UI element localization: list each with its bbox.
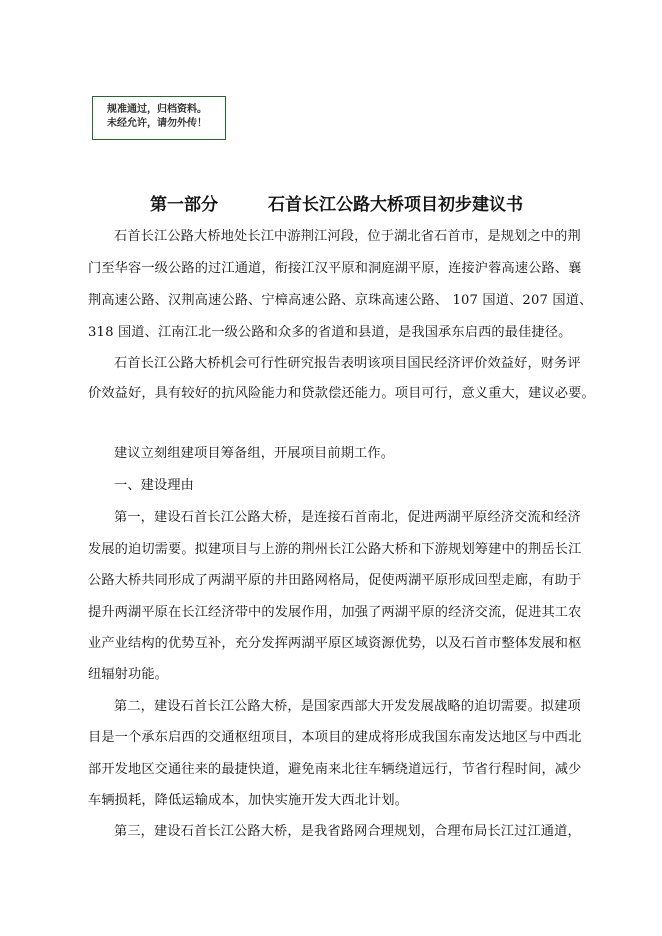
paragraph-line: 石首长江公路大桥机会可行性研究报告表明该项目国民经济评价效益好，财务评 bbox=[114, 356, 581, 371]
paragraph-line: 建议立刻组建项目筹备组，开展项目前期工作。 bbox=[114, 446, 395, 461]
stamp-line-1: 规准通过，归档资料。 bbox=[107, 104, 207, 115]
title-part-label: 第一部分 bbox=[150, 195, 218, 215]
paragraph-line: 第一，建设石首长江公路大桥，是连接石首南北，促进两湖平原经济交流和经济 bbox=[114, 510, 581, 525]
paragraph-line: 纽辐射功能。 bbox=[88, 667, 169, 682]
paragraph-line: 第三，建设石首长江公路大桥，是我省路网合理规划，合理布局长江过江通道， bbox=[114, 824, 581, 839]
document-title bbox=[150, 190, 523, 215]
paragraph-line: 石首长江公路大桥地处长江中游荆江河段，位于湖北省石首市，是规划之中的荆 bbox=[114, 229, 581, 244]
paragraph-line: 车辆损耗，降低运输成本，加快实施开发大西北计划。 bbox=[88, 793, 409, 808]
paragraph-line: 发展的迫切需要。拟建项目与上游的荆州长江公路大桥和下游规划筹建中的荆岳长江 bbox=[88, 542, 582, 557]
paragraph-line: 提升两湖平原在长江经济带中的发展作用，加强了两湖平原的经济交流，促进其工农 bbox=[88, 605, 582, 620]
paragraph-line: 荆高速公路、汉荆高速公路、宁樟高速公路、京珠高速公路、 107 国道、207 国道、 bbox=[88, 293, 593, 308]
stamp-box bbox=[92, 96, 226, 140]
paragraph-line: 第二，建设石首长江公路大桥，是国家西部大开发发展战略的迫切需要。拟建项 bbox=[114, 699, 581, 714]
title-name: 石首长江公路大桥项目初步建议书 bbox=[268, 195, 523, 215]
paragraph-line: 业产业结构的优势互补，充分发挥两湖平原区域资源优势，以及石首市整体发展和枢 bbox=[88, 636, 582, 651]
paragraph-line: 318 国道、江南江北一级公路和众多的省道和县道，是我国承东启西的最佳捷径。 bbox=[88, 325, 572, 340]
paragraph-line: 部开发地区交通往来的最捷快道，避免南来北往车辆绕道远行，节省行程时间，减少 bbox=[88, 762, 582, 777]
paragraph-line: 价效益好，具有较好的抗风险能力和贷款偿还能力。项目可行，意义重大，建议必要。 bbox=[88, 386, 595, 401]
paragraph-line: 目是一个承东启西的交通枢纽项目，本项目的建成将形成我国东南发达地区与中西北 bbox=[88, 730, 582, 745]
stamp-line-2: 未经允许，请勿外传！ bbox=[107, 118, 207, 129]
paragraph-line: 公路大桥共同形成了两湖平原的井田路网格局，促使两湖平原形成回型走廊，有助于 bbox=[88, 573, 582, 588]
section-heading: 一、建设理由 bbox=[114, 478, 195, 493]
paragraph-line: 门至华容一级公路的过江通道，衔接江汉平原和洞庭湖平原，连接沪蓉高速公路、襄 bbox=[88, 261, 582, 276]
